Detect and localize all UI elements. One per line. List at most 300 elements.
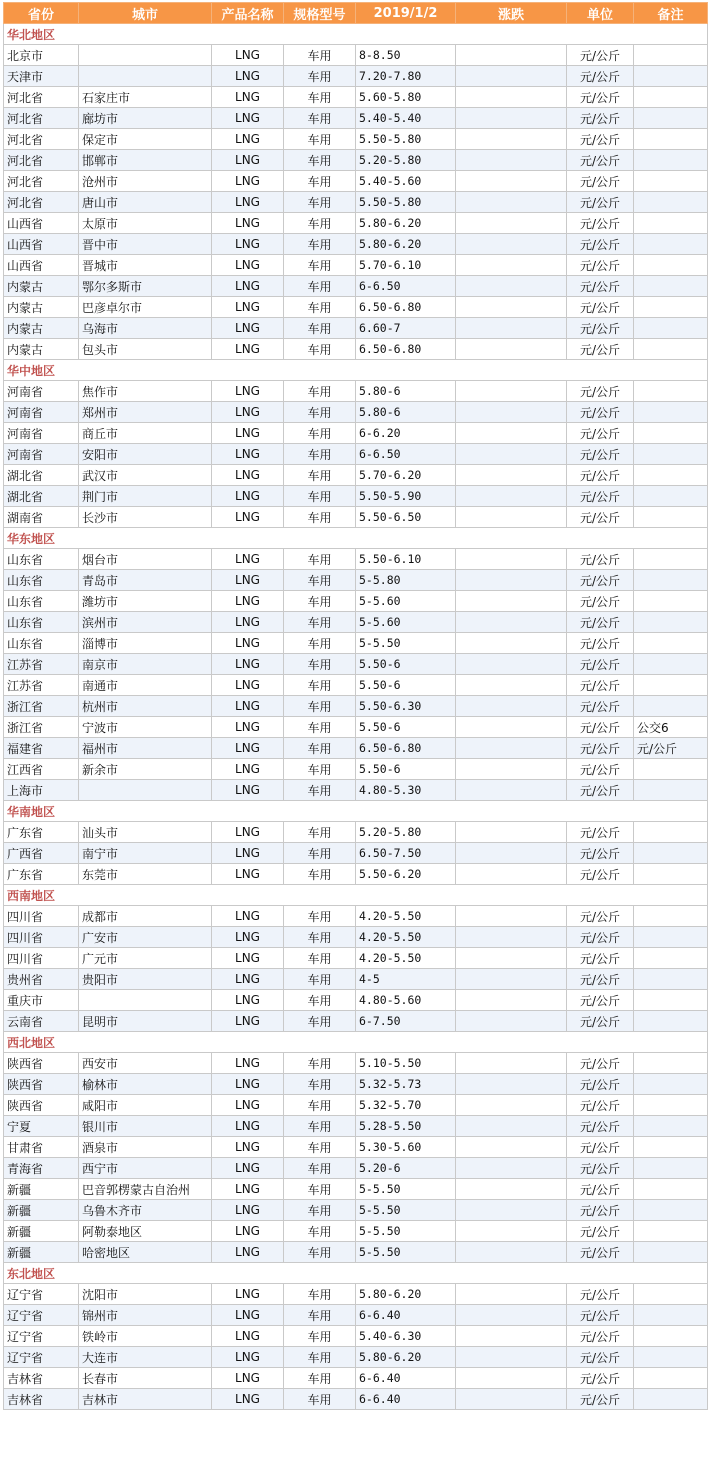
cell-note <box>634 1284 708 1305</box>
cell-note <box>634 822 708 843</box>
cell-price: 6.50-6.80 <box>356 339 456 360</box>
cell-product: LNG <box>212 297 284 318</box>
cell-change <box>456 1326 567 1347</box>
cell-province: 河南省 <box>4 423 79 444</box>
cell-unit: 元/公斤 <box>567 444 634 465</box>
cell-change <box>456 612 567 633</box>
table-row <box>4 1095 708 1116</box>
header-spec: 规格型号 <box>284 3 356 24</box>
cell-spec: 车用 <box>284 1347 356 1368</box>
cell-city: 长沙市 <box>79 507 212 528</box>
cell-city: 沈阳市 <box>79 1284 212 1305</box>
cell-unit: 元/公斤 <box>567 129 634 150</box>
cell-city: 银川市 <box>79 1116 212 1137</box>
cell-spec: 车用 <box>284 507 356 528</box>
cell-price: 4.80-5.30 <box>356 780 456 801</box>
cell-unit: 元/公斤 <box>567 423 634 444</box>
table-row <box>4 108 708 129</box>
cell-city: 邯郸市 <box>79 150 212 171</box>
cell-unit: 元/公斤 <box>567 1284 634 1305</box>
cell-product: LNG <box>212 1053 284 1074</box>
cell-product: LNG <box>212 1347 284 1368</box>
cell-city: 宁波市 <box>79 717 212 738</box>
cell-note <box>634 1389 708 1410</box>
cell-note <box>634 591 708 612</box>
cell-change <box>456 507 567 528</box>
cell-product: LNG <box>212 1200 284 1221</box>
cell-unit: 元/公斤 <box>567 1389 634 1410</box>
cell-province: 吉林省 <box>4 1389 79 1410</box>
region-row <box>4 1263 708 1284</box>
cell-product: LNG <box>212 1074 284 1095</box>
table-row <box>4 465 708 486</box>
cell-province: 四川省 <box>4 906 79 927</box>
region-row <box>4 801 708 822</box>
cell-spec: 车用 <box>284 1221 356 1242</box>
cell-unit: 元/公斤 <box>567 843 634 864</box>
cell-product: LNG <box>212 486 284 507</box>
cell-spec: 车用 <box>284 318 356 339</box>
cell-city: 阿勒泰地区 <box>79 1221 212 1242</box>
cell-product: LNG <box>212 864 284 885</box>
cell-change <box>456 1368 567 1389</box>
table-row <box>4 402 708 423</box>
cell-spec: 车用 <box>284 864 356 885</box>
cell-spec: 车用 <box>284 465 356 486</box>
cell-price: 6.50-7.50 <box>356 843 456 864</box>
cell-unit: 元/公斤 <box>567 927 634 948</box>
cell-price: 4.20-5.50 <box>356 906 456 927</box>
table-row <box>4 570 708 591</box>
table-row <box>4 906 708 927</box>
cell-city: 潍坊市 <box>79 591 212 612</box>
cell-price: 5.50-5.90 <box>356 486 456 507</box>
cell-spec: 车用 <box>284 1389 356 1410</box>
cell-price: 5-5.50 <box>356 1200 456 1221</box>
table-row <box>4 234 708 255</box>
cell-unit: 元/公斤 <box>567 864 634 885</box>
cell-change <box>456 1242 567 1263</box>
cell-city: 新余市 <box>79 759 212 780</box>
cell-change <box>456 969 567 990</box>
cell-province: 山东省 <box>4 570 79 591</box>
cell-unit: 元/公斤 <box>567 759 634 780</box>
cell-change <box>456 591 567 612</box>
cell-spec: 车用 <box>284 1011 356 1032</box>
region-label: 华北地区 <box>4 24 708 45</box>
table-row <box>4 591 708 612</box>
cell-spec: 车用 <box>284 948 356 969</box>
cell-spec: 车用 <box>284 87 356 108</box>
cell-province: 湖北省 <box>4 465 79 486</box>
cell-product: LNG <box>212 1305 284 1326</box>
table-row <box>4 1200 708 1221</box>
header-row <box>4 3 708 24</box>
cell-product: LNG <box>212 1116 284 1137</box>
cell-note <box>634 549 708 570</box>
cell-province: 江苏省 <box>4 675 79 696</box>
cell-price: 5.50-5.80 <box>356 129 456 150</box>
cell-price: 6-7.50 <box>356 1011 456 1032</box>
cell-price: 5.70-6.10 <box>356 255 456 276</box>
cell-spec: 车用 <box>284 1074 356 1095</box>
cell-change <box>456 654 567 675</box>
header-province: 省份 <box>4 3 79 24</box>
cell-province: 陕西省 <box>4 1095 79 1116</box>
cell-spec: 车用 <box>284 339 356 360</box>
cell-product: LNG <box>212 507 284 528</box>
cell-price: 5.10-5.50 <box>356 1053 456 1074</box>
table-row <box>4 444 708 465</box>
cell-note <box>634 1074 708 1095</box>
cell-unit: 元/公斤 <box>567 1011 634 1032</box>
cell-change <box>456 1179 567 1200</box>
cell-province: 辽宁省 <box>4 1305 79 1326</box>
table-row <box>4 549 708 570</box>
cell-spec: 车用 <box>284 66 356 87</box>
cell-spec: 车用 <box>284 1242 356 1263</box>
cell-unit: 元/公斤 <box>567 654 634 675</box>
cell-spec: 车用 <box>284 150 356 171</box>
cell-product: LNG <box>212 633 284 654</box>
cell-city: 贵阳市 <box>79 969 212 990</box>
cell-note <box>634 129 708 150</box>
cell-change <box>456 1284 567 1305</box>
cell-unit: 元/公斤 <box>567 108 634 129</box>
cell-change <box>456 1347 567 1368</box>
cell-province: 甘肃省 <box>4 1137 79 1158</box>
cell-province: 河北省 <box>4 150 79 171</box>
cell-spec: 车用 <box>284 717 356 738</box>
cell-change <box>456 1305 567 1326</box>
cell-spec: 车用 <box>284 1137 356 1158</box>
cell-price: 5.40-5.60 <box>356 171 456 192</box>
cell-city <box>79 66 212 87</box>
cell-change <box>456 1053 567 1074</box>
cell-price: 5.50-6 <box>356 675 456 696</box>
cell-note <box>634 759 708 780</box>
table-row <box>4 129 708 150</box>
cell-spec: 车用 <box>284 1053 356 1074</box>
cell-price: 6-6.50 <box>356 276 456 297</box>
cell-note <box>634 1011 708 1032</box>
cell-price: 5-5.60 <box>356 591 456 612</box>
header-change: 涨跌 <box>456 3 567 24</box>
cell-change <box>456 1389 567 1410</box>
cell-spec: 车用 <box>284 654 356 675</box>
cell-change <box>456 717 567 738</box>
cell-province: 河南省 <box>4 381 79 402</box>
region-row <box>4 1032 708 1053</box>
cell-product: LNG <box>212 444 284 465</box>
table-row <box>4 1347 708 1368</box>
cell-note <box>634 969 708 990</box>
cell-province: 河北省 <box>4 87 79 108</box>
cell-change <box>456 276 567 297</box>
cell-unit: 元/公斤 <box>567 1116 634 1137</box>
cell-note <box>634 864 708 885</box>
cell-price: 5.80-6.20 <box>356 1347 456 1368</box>
cell-change <box>456 948 567 969</box>
cell-price: 5-5.80 <box>356 570 456 591</box>
cell-change <box>456 1158 567 1179</box>
cell-note <box>634 423 708 444</box>
cell-change <box>456 129 567 150</box>
cell-city: 烟台市 <box>79 549 212 570</box>
cell-province: 河北省 <box>4 171 79 192</box>
cell-spec: 车用 <box>284 423 356 444</box>
cell-city: 南通市 <box>79 675 212 696</box>
cell-unit: 元/公斤 <box>567 591 634 612</box>
cell-spec: 车用 <box>284 1200 356 1221</box>
cell-city: 锦州市 <box>79 1305 212 1326</box>
cell-city: 唐山市 <box>79 192 212 213</box>
cell-change <box>456 192 567 213</box>
cell-unit: 元/公斤 <box>567 948 634 969</box>
cell-note: 元/公斤 <box>634 738 708 759</box>
cell-note <box>634 1158 708 1179</box>
table-row <box>4 381 708 402</box>
table-row <box>4 507 708 528</box>
cell-price: 5.40-6.30 <box>356 1326 456 1347</box>
cell-change <box>456 1074 567 1095</box>
cell-unit: 元/公斤 <box>567 381 634 402</box>
table-row <box>4 948 708 969</box>
cell-product: LNG <box>212 717 284 738</box>
cell-province: 贵州省 <box>4 969 79 990</box>
cell-product: LNG <box>212 570 284 591</box>
cell-city: 晋中市 <box>79 234 212 255</box>
cell-city: 酒泉市 <box>79 1137 212 1158</box>
cell-product: LNG <box>212 990 284 1011</box>
cell-province: 山西省 <box>4 255 79 276</box>
cell-city: 太原市 <box>79 213 212 234</box>
cell-spec: 车用 <box>284 1326 356 1347</box>
cell-province: 吉林省 <box>4 1368 79 1389</box>
cell-city: 广元市 <box>79 948 212 969</box>
cell-price: 6.50-6.80 <box>356 297 456 318</box>
cell-spec: 车用 <box>284 45 356 66</box>
cell-product: LNG <box>212 234 284 255</box>
table-row <box>4 192 708 213</box>
cell-price: 6-6.40 <box>356 1305 456 1326</box>
cell-province: 宁夏 <box>4 1116 79 1137</box>
cell-province: 内蒙古 <box>4 297 79 318</box>
cell-province: 河北省 <box>4 129 79 150</box>
table-row <box>4 1011 708 1032</box>
region-label: 华中地区 <box>4 360 708 381</box>
cell-unit: 元/公斤 <box>567 150 634 171</box>
cell-note <box>634 675 708 696</box>
cell-spec: 车用 <box>284 633 356 654</box>
cell-product: LNG <box>212 45 284 66</box>
cell-price: 5.28-5.50 <box>356 1116 456 1137</box>
cell-unit: 元/公斤 <box>567 1368 634 1389</box>
cell-product: LNG <box>212 780 284 801</box>
table-row <box>4 738 708 759</box>
table-row <box>4 486 708 507</box>
cell-price: 5.32-5.70 <box>356 1095 456 1116</box>
cell-city: 铁岭市 <box>79 1326 212 1347</box>
cell-province: 广东省 <box>4 822 79 843</box>
cell-unit: 元/公斤 <box>567 549 634 570</box>
cell-product: LNG <box>212 1368 284 1389</box>
cell-city: 保定市 <box>79 129 212 150</box>
cell-city: 商丘市 <box>79 423 212 444</box>
cell-city: 沧州市 <box>79 171 212 192</box>
cell-province: 福建省 <box>4 738 79 759</box>
cell-province: 广东省 <box>4 864 79 885</box>
cell-change <box>456 759 567 780</box>
cell-province: 山东省 <box>4 612 79 633</box>
cell-unit: 元/公斤 <box>567 822 634 843</box>
cell-spec: 车用 <box>284 1368 356 1389</box>
table-row <box>4 1053 708 1074</box>
cell-note <box>634 906 708 927</box>
cell-change <box>456 444 567 465</box>
cell-province: 天津市 <box>4 66 79 87</box>
table-row <box>4 969 708 990</box>
cell-change <box>456 696 567 717</box>
cell-product: LNG <box>212 549 284 570</box>
cell-note <box>634 1116 708 1137</box>
cell-price: 6-6.40 <box>356 1368 456 1389</box>
cell-unit: 元/公斤 <box>567 675 634 696</box>
cell-note <box>634 318 708 339</box>
cell-unit: 元/公斤 <box>567 1179 634 1200</box>
cell-price: 6-6.50 <box>356 444 456 465</box>
region-label: 西北地区 <box>4 1032 708 1053</box>
cell-province: 内蒙古 <box>4 276 79 297</box>
cell-province: 河南省 <box>4 444 79 465</box>
cell-province: 山西省 <box>4 234 79 255</box>
cell-change <box>456 906 567 927</box>
table-row <box>4 1158 708 1179</box>
cell-note <box>634 1137 708 1158</box>
cell-spec: 车用 <box>284 171 356 192</box>
cell-product: LNG <box>212 1179 284 1200</box>
cell-note <box>634 990 708 1011</box>
cell-change <box>456 864 567 885</box>
table-row <box>4 927 708 948</box>
cell-unit: 元/公斤 <box>567 276 634 297</box>
cell-city: 淄博市 <box>79 633 212 654</box>
cell-city: 鄂尔多斯市 <box>79 276 212 297</box>
cell-city: 大连市 <box>79 1347 212 1368</box>
cell-price: 5.80-6 <box>356 402 456 423</box>
cell-spec: 车用 <box>284 780 356 801</box>
cell-price: 5-5.50 <box>356 1221 456 1242</box>
cell-city: 乌海市 <box>79 318 212 339</box>
cell-product: LNG <box>212 948 284 969</box>
table-row <box>4 675 708 696</box>
table-row <box>4 1116 708 1137</box>
cell-spec: 车用 <box>284 570 356 591</box>
cell-note <box>634 150 708 171</box>
cell-unit: 元/公斤 <box>567 738 634 759</box>
cell-change <box>456 486 567 507</box>
cell-price: 4.20-5.50 <box>356 927 456 948</box>
table-row <box>4 297 708 318</box>
cell-change <box>456 1095 567 1116</box>
cell-unit: 元/公斤 <box>567 612 634 633</box>
cell-province: 湖北省 <box>4 486 79 507</box>
cell-city <box>79 990 212 1011</box>
cell-product: LNG <box>212 969 284 990</box>
table-row <box>4 66 708 87</box>
region-row <box>4 528 708 549</box>
cell-note <box>634 381 708 402</box>
cell-note <box>634 1179 708 1200</box>
region-label: 西南地区 <box>4 885 708 906</box>
region-label: 华东地区 <box>4 528 708 549</box>
cell-product: LNG <box>212 276 284 297</box>
table-row <box>4 990 708 1011</box>
table-row <box>4 1389 708 1410</box>
cell-product: LNG <box>212 759 284 780</box>
header-note: 备注 <box>634 3 708 24</box>
cell-product: LNG <box>212 696 284 717</box>
cell-province: 辽宁省 <box>4 1347 79 1368</box>
cell-change <box>456 108 567 129</box>
cell-price: 6.50-6.80 <box>356 738 456 759</box>
table-row <box>4 717 708 738</box>
cell-note <box>634 927 708 948</box>
cell-city: 南宁市 <box>79 843 212 864</box>
cell-product: LNG <box>212 171 284 192</box>
cell-province: 辽宁省 <box>4 1284 79 1305</box>
cell-product: LNG <box>212 906 284 927</box>
cell-note <box>634 507 708 528</box>
cell-unit: 元/公斤 <box>567 1074 634 1095</box>
cell-note <box>634 843 708 864</box>
cell-product: LNG <box>212 87 284 108</box>
cell-note <box>634 171 708 192</box>
cell-price: 6.60-7 <box>356 318 456 339</box>
cell-price: 5.50-6.50 <box>356 507 456 528</box>
cell-province: 四川省 <box>4 948 79 969</box>
cell-price: 5.70-6.20 <box>356 465 456 486</box>
cell-product: LNG <box>212 423 284 444</box>
cell-change <box>456 675 567 696</box>
cell-price: 6-6.20 <box>356 423 456 444</box>
cell-price: 5.20-6 <box>356 1158 456 1179</box>
table-row <box>4 150 708 171</box>
cell-city <box>79 45 212 66</box>
cell-product: LNG <box>212 591 284 612</box>
cell-city: 武汉市 <box>79 465 212 486</box>
cell-product: LNG <box>212 381 284 402</box>
cell-change <box>456 549 567 570</box>
cell-spec: 车用 <box>284 696 356 717</box>
cell-price: 5.80-6 <box>356 381 456 402</box>
cell-city: 福州市 <box>79 738 212 759</box>
cell-province: 浙江省 <box>4 696 79 717</box>
header-product: 产品名称 <box>212 3 284 24</box>
cell-city: 青岛市 <box>79 570 212 591</box>
cell-product: LNG <box>212 612 284 633</box>
cell-city <box>79 780 212 801</box>
cell-price: 5.20-5.80 <box>356 150 456 171</box>
cell-city: 汕头市 <box>79 822 212 843</box>
cell-change <box>456 150 567 171</box>
cell-product: LNG <box>212 738 284 759</box>
cell-unit: 元/公斤 <box>567 1242 634 1263</box>
cell-spec: 车用 <box>284 549 356 570</box>
cell-province: 内蒙古 <box>4 318 79 339</box>
cell-note <box>634 87 708 108</box>
cell-note <box>634 696 708 717</box>
